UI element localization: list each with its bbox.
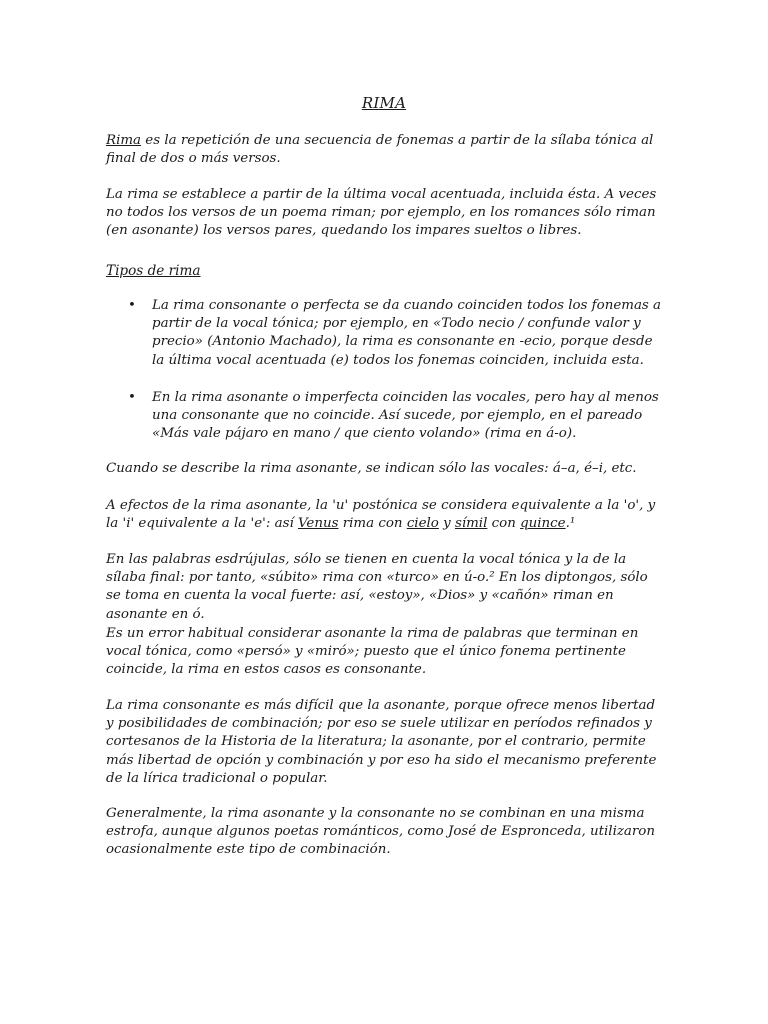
efectos-footnote: .¹ — [565, 516, 576, 532]
bullet-icon: • — [128, 390, 136, 405]
intro-paragraph — [106, 132, 662, 168]
bullet-asonante: En la rima asonante o imperfecta coinciden las vocales, pero hay al menos una consonante que no coincide. Así sucede, por ejemplo, en el pareado «Más vale pájaro en mano / que ciento volando» (rima en á-o). — [152, 390, 659, 442]
efectos-text-d: con — [487, 516, 521, 532]
paragraph-error: Es un error habitual considerar asonante la rima de palabras que terminan en vocal tónica, como «persó» y «miró»; puesto que el único fonema pertinente coincide, la rima en estos casos es consonante. — [106, 626, 639, 678]
paragraph-esdrujulas: En las palabras esdrújulas, sólo se tienen en cuenta la vocal tónica y la de la sílaba final: por tanto, «súbito» rima con «turco» en ú-o.² En los diptongos, sólo se toma en cuenta la vocal fuerte: así, «estoy», «Dios» y «cañón» riman en asonante en ó. — [106, 552, 648, 622]
intro-term: Rima — [106, 133, 142, 148]
efectos-text-a: A efectos de la rima asonante, la 'u' postónica se considera equivalente a la 'o', y la 'i' equivalente a la 'e': así — [106, 498, 656, 532]
word-cielo: cielo — [406, 516, 439, 532]
paragraph-vocales: Cuando se describe la rima asonante, se indican sólo las vocales: á–a, é–i, etc. — [106, 461, 637, 476]
paragraph-establece: La rima se establece a partir de la última vocal acentuada, incluida ésta. A veces no todos los versos de un poema riman; por ejemplo, en los romances sólo riman (en asonante) los versos pares, quedando los impares sueltos o libres. — [106, 187, 657, 239]
word-venus: Venus — [297, 516, 339, 532]
bullet-icon: • — [128, 298, 136, 313]
word-simil: símil — [454, 516, 488, 532]
paragraph-generalmente: Generalmente, la rima asonante y la consonante no se combinan en una misma estrofa, aunque algunos poetas románticos, como José de Espronceda, utilizaron ocasionalmente este tipo de combinación. — [106, 806, 655, 858]
efectos-text-b: rima con — [338, 516, 407, 532]
paragraph-consonante-dificil: La rima consonante es más difícil que la asonante, porque ofrece menos libertad y posibilidades de combinación; por eso se suele utilizar en períodos refinados y cortesanos de la Historia de la literatura; la asonante, por el contrario, permite más libertad de opción y combinación y por eso ha sido el mecanismo preferente de la lírica tradicional o popular. — [106, 698, 657, 786]
efectos-text-c: y — [438, 516, 455, 532]
intro-text: es la repetición de una secuencia de fonemas a partir de la sílaba tónica al final de dos o más versos. — [106, 133, 654, 167]
document-title: RIMA — [361, 94, 407, 112]
section-heading-tipos: Tipos de rima — [106, 263, 201, 279]
bullet-consonante: La rima consonante o perfecta se da cuando coinciden todos los fonemas a partir de la vocal tónica; por ejemplo, en «Todo necio / confunde valor y precio» (Antonio Machado), la rima es consonante en -ecio, porque desde la última vocal acentuada (e) todos los fonemas coinciden, incluida esta. — [152, 298, 662, 368]
word-quince: quince — [520, 516, 566, 532]
paragraph-efectos — [106, 497, 662, 533]
